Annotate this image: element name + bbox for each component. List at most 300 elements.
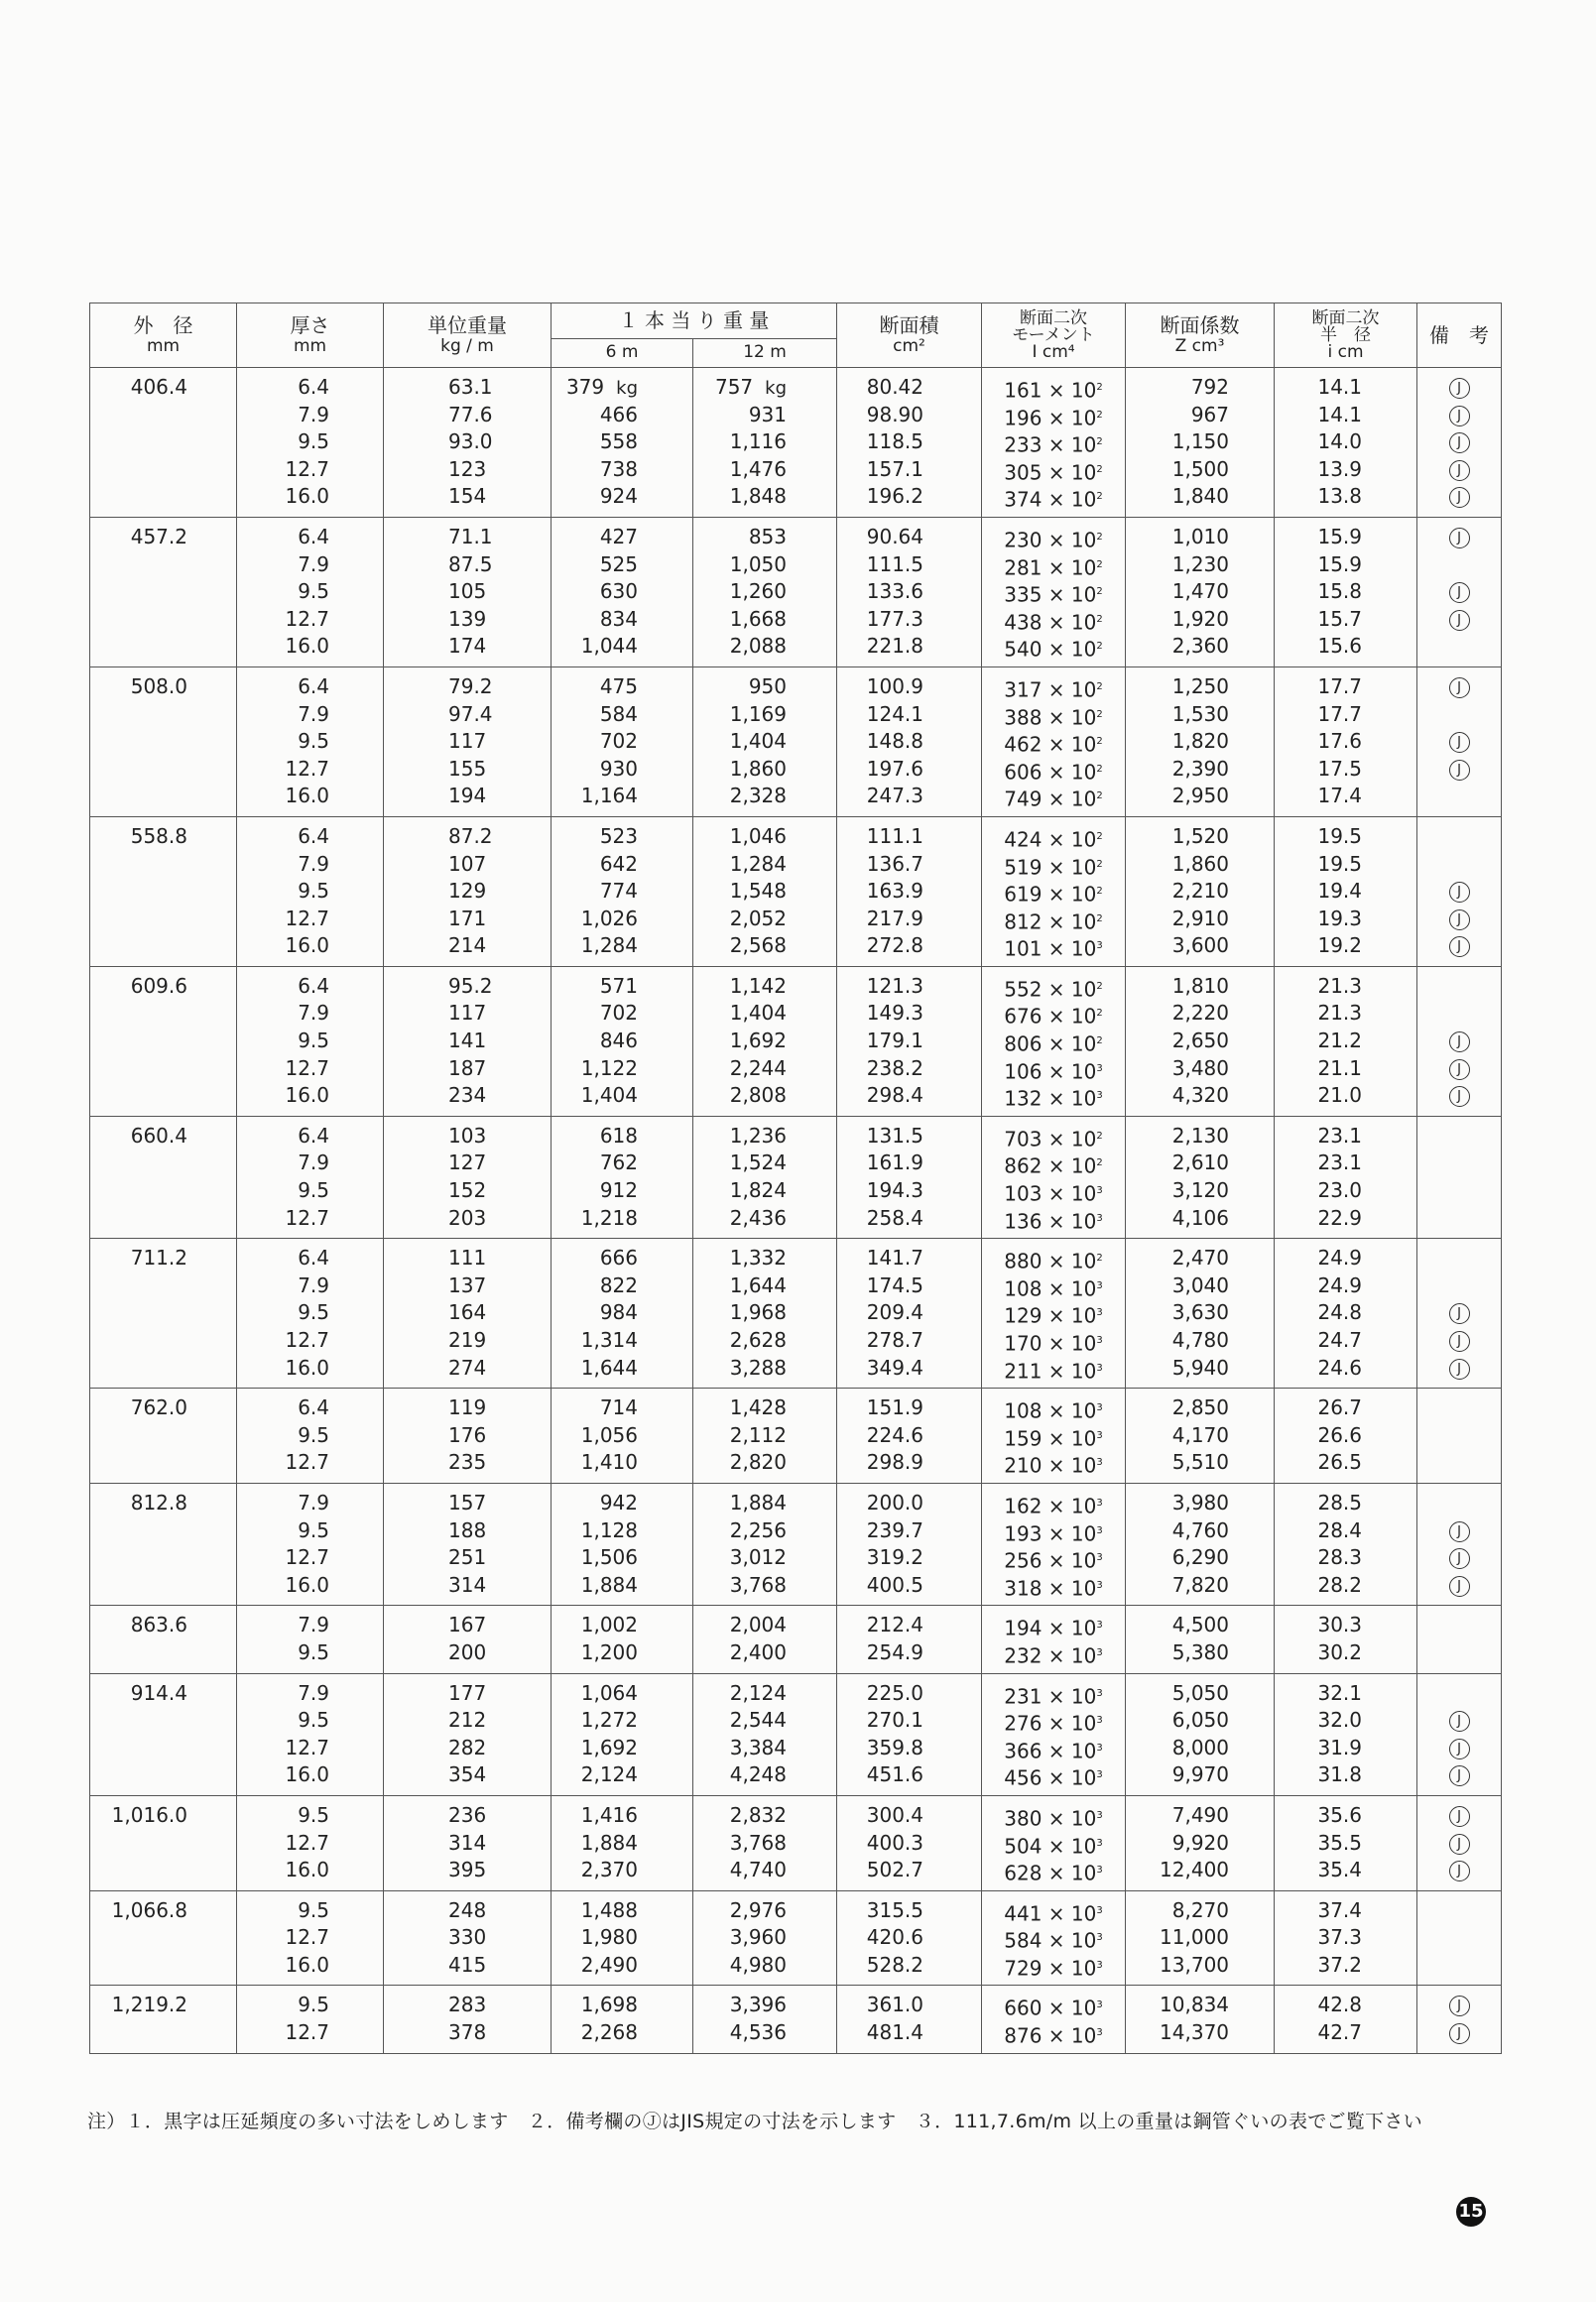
- weight-6m-number: 822: [599, 1272, 638, 1297]
- area-value: 148.8: [866, 729, 924, 754]
- unit-weight-value: 251: [448, 1545, 487, 1570]
- weight-12m-number: 2,808: [729, 1083, 788, 1108]
- area-value: 361.0: [866, 1993, 924, 2017]
- radius-value: 21.0: [1317, 1083, 1363, 1108]
- unit-weight-value: 234: [448, 1083, 487, 1108]
- moment-exponent: 3: [1096, 1837, 1103, 1849]
- weight-6m-number: 2,268: [580, 2020, 638, 2045]
- weight-6m-cell: [552, 1986, 693, 2053]
- moment-value: $108 \times 10^3$: [1004, 1276, 1103, 1301]
- unit-weight-value: 71.1: [448, 524, 493, 548]
- kg-unit-label: kg: [765, 378, 788, 399]
- moment-cell: [982, 1239, 1126, 1389]
- area-value: 149.3: [866, 1001, 924, 1026]
- outer-diameter-cell: [90, 1483, 237, 1605]
- weight-12m-number: 1,968: [729, 1300, 788, 1325]
- weight-6m-number: 630: [599, 579, 638, 604]
- moment-mantissa: 584: [1004, 1928, 1043, 1953]
- weight-12m-value: [693, 783, 836, 810]
- unit-weight-value: 111: [448, 1246, 487, 1271]
- area-value: 80.42: [866, 375, 924, 399]
- outer-diameter-value: 711.2: [130, 1246, 187, 1271]
- remarks-value: [1417, 1272, 1501, 1300]
- weight-6m-number: 846: [599, 1029, 638, 1053]
- moment-exponent: 3: [1096, 1904, 1103, 1916]
- outer-diameter-cell: [90, 1795, 237, 1890]
- outer-diameter-value: 660.4: [130, 1123, 187, 1148]
- radius-value: 17.4: [1317, 784, 1363, 808]
- weight-12m-number: 1,548: [729, 879, 788, 904]
- weight-6m-number: 642: [599, 851, 638, 876]
- moment-value: $281 \times 10^2$: [1004, 555, 1103, 580]
- radius-cell: [1275, 1483, 1417, 1605]
- pipe-group-row: [90, 1986, 1502, 2053]
- weight-12m-number: 1,860: [729, 756, 788, 781]
- weight-6m-cell: [552, 1673, 693, 1795]
- radius-value: 24.7: [1317, 1328, 1363, 1352]
- outer-diameter-cell: [90, 1116, 237, 1238]
- modulus-value: 1,920: [1171, 606, 1230, 631]
- weight-6m-cell: [552, 1606, 693, 1673]
- outer-diameter-value: 812.8: [130, 1490, 187, 1514]
- weight-12m-value: [693, 878, 836, 906]
- jis-mark-icon: J: [1449, 1303, 1470, 1324]
- moment-mantissa: 233: [1004, 432, 1043, 457]
- area-value: 209.4: [866, 1300, 924, 1325]
- moment-value: $519 \times 10^2$: [1004, 855, 1103, 880]
- weight-6m-value: [552, 1857, 692, 1884]
- jis-mark-icon: J: [1449, 909, 1470, 930]
- radius-value: 14.1: [1317, 375, 1363, 399]
- weight-6m-cell: [552, 1239, 693, 1389]
- pipe-group-row: [90, 1673, 1502, 1795]
- jis-mark-icon: J: [1449, 460, 1470, 481]
- weight-12m-cell: [693, 1483, 837, 1605]
- weight-12m-number: 1,476: [729, 456, 788, 481]
- modulus-value: 4,170: [1171, 1422, 1230, 1447]
- weight-12m-number: 1,046: [729, 823, 788, 848]
- moment-mantissa: 232: [1004, 1643, 1043, 1668]
- jis-mark-icon: J: [1449, 732, 1470, 753]
- weight-12m-value: [693, 1992, 836, 2019]
- moment-cell: [982, 1673, 1126, 1795]
- moment-cell: [982, 1606, 1126, 1673]
- thickness-value: 7.9: [298, 851, 329, 876]
- moment-mantissa: 305: [1004, 460, 1043, 485]
- remarks-value: [1417, 783, 1501, 810]
- thickness-value: 7.9: [298, 701, 329, 726]
- unit-weight-value: 167: [448, 1613, 487, 1637]
- moment-exponent: 3: [1096, 1742, 1103, 1754]
- weight-12m-value: [693, 1123, 836, 1151]
- area-value: 225.0: [866, 1680, 924, 1705]
- moment-mantissa: 462: [1004, 732, 1043, 757]
- weight-6m-value: [552, 1612, 692, 1639]
- area-value: 481.4: [866, 2020, 924, 2045]
- weight-6m-number: 1,416: [580, 1802, 638, 1827]
- radius-cell: [1275, 368, 1417, 518]
- unit-weight-value: 139: [448, 606, 487, 631]
- moment-exponent: 2: [1096, 980, 1103, 992]
- thickness-value: 12.7: [285, 456, 329, 481]
- remarks-value: [1417, 851, 1501, 879]
- weight-6m-value: [552, 1299, 692, 1327]
- radius-value: 37.4: [1317, 1897, 1363, 1922]
- unit-weight-value: 187: [448, 1055, 487, 1080]
- radius-cell: [1275, 1116, 1417, 1238]
- weight-6m-number: 1,884: [580, 1830, 638, 1855]
- remarks-value: [1417, 1897, 1501, 1925]
- moment-value: $230 \times 10^2$: [1004, 528, 1103, 552]
- weight-12m-number: 2,820: [729, 1450, 788, 1475]
- thickness-value: 9.5: [298, 1300, 329, 1325]
- radius-value: 24.9: [1317, 1272, 1363, 1297]
- weight-6m-number: 1,980: [580, 1925, 638, 1950]
- weight-6m-value: [552, 1327, 692, 1355]
- radius-value: 15.9: [1317, 524, 1363, 548]
- weight-12m-cell: [693, 1606, 837, 1673]
- weight-6m-cell: [552, 1389, 693, 1484]
- moment-cell: [982, 517, 1126, 666]
- weight-12m-cell: [693, 1986, 837, 2053]
- weight-12m-value: [693, 1272, 836, 1300]
- jis-mark-icon: J: [1449, 1861, 1470, 1881]
- pipe-group-row: [90, 1239, 1502, 1389]
- modulus-value: 1,530: [1171, 701, 1230, 726]
- area-value: 502.7: [866, 1858, 924, 1882]
- area-cell: [837, 368, 982, 518]
- weight-6m-value: [552, 1924, 692, 1952]
- unit-weight-value: 378: [448, 2020, 487, 2045]
- moment-cell: [982, 666, 1126, 816]
- weight-12m-number: 2,544: [729, 1708, 788, 1733]
- weight-6m-value: [552, 1490, 692, 1517]
- unit-weight-value: 171: [448, 906, 487, 930]
- moment-mantissa: 749: [1004, 787, 1043, 811]
- radius-value: 23.0: [1317, 1178, 1363, 1203]
- weight-12m-number: 1,524: [729, 1151, 788, 1175]
- modulus-cell: [1126, 1986, 1275, 2053]
- weight-6m-number: 584: [599, 701, 638, 726]
- radius-value: 28.4: [1317, 1517, 1363, 1542]
- thickness-value: 12.7: [285, 1205, 329, 1230]
- radius-cell: [1275, 1673, 1417, 1795]
- area-value: 217.9: [866, 906, 924, 930]
- modulus-value: 7,820: [1171, 1572, 1230, 1597]
- moment-mantissa: 103: [1004, 1181, 1043, 1206]
- weight-6m-value: [552, 1517, 692, 1545]
- weight-6m-value: [552, 1055, 692, 1083]
- weight-6m-cell: [552, 666, 693, 816]
- outer-diameter-value: 406.4: [130, 375, 187, 399]
- moment-mantissa: 619: [1004, 882, 1043, 907]
- unit-weight-value: 188: [448, 1517, 487, 1542]
- weight-6m-value: [552, 1544, 692, 1572]
- modulus-value: 3,120: [1171, 1178, 1230, 1203]
- jis-mark-icon: J: [1449, 1739, 1470, 1759]
- moment-exponent: 2: [1096, 558, 1103, 570]
- radius-value: 28.2: [1317, 1572, 1363, 1597]
- weight-12m-value: [693, 1735, 836, 1762]
- weight-12m-number: 931: [748, 402, 788, 426]
- modulus-value: 2,610: [1171, 1151, 1230, 1175]
- area-value: 298.4: [866, 1083, 924, 1108]
- outer-diameter-value: 457.2: [130, 524, 187, 548]
- unit-weight-value: 200: [448, 1639, 487, 1664]
- weight-12m-value: [693, 1055, 836, 1083]
- jis-mark-icon: J: [1449, 1711, 1470, 1732]
- modulus-value: 3,480: [1171, 1055, 1230, 1080]
- area-cell: [837, 1483, 982, 1605]
- radius-value: 19.3: [1317, 906, 1363, 930]
- outer-diameter-value: 762.0: [130, 1395, 187, 1420]
- weight-6m-number: 942: [599, 1490, 638, 1514]
- modulus-value: 1,470: [1171, 579, 1230, 604]
- weight-12m-cell: [693, 368, 837, 518]
- radius-value: 15.7: [1317, 606, 1363, 631]
- thickness-value: 6.4: [298, 1246, 329, 1271]
- weight-6m-value: [552, 428, 692, 456]
- moment-exponent: 2: [1096, 436, 1103, 448]
- remarks-value: [1417, 1707, 1501, 1735]
- weight-12m-value: [693, 1544, 836, 1572]
- weight-12m-number: 1,404: [729, 729, 788, 754]
- weight-6m-number: 558: [599, 429, 638, 454]
- area-cell: [837, 1986, 982, 2053]
- modulus-cell: [1126, 1890, 1275, 1986]
- remarks-cell: [1417, 1673, 1502, 1795]
- radius-value: 35.6: [1317, 1802, 1363, 1827]
- thickness-value: 9.5: [298, 429, 329, 454]
- area-value: 420.6: [866, 1925, 924, 1950]
- moment-exponent: 3: [1096, 1687, 1103, 1699]
- moment-value: $366 \times 10^3$: [1004, 1739, 1103, 1763]
- unit-weight-cell: [384, 1986, 552, 2053]
- thickness-value: 16.0: [285, 1572, 329, 1597]
- weight-6m-value: [552, 1082, 692, 1110]
- weight-12m-cell: [693, 1673, 837, 1795]
- jis-mark-icon: J: [1449, 936, 1470, 957]
- thickness-value: 12.7: [285, 1055, 329, 1080]
- area-value: 247.3: [866, 784, 924, 808]
- weight-6m-number: 1,506: [580, 1545, 638, 1570]
- weight-6m-value: [552, 932, 692, 960]
- weight-12m-number: 2,112: [729, 1422, 788, 1447]
- moment-exponent: 2: [1096, 463, 1103, 475]
- weight-12m-number: 2,568: [729, 933, 788, 958]
- area-cell: [837, 517, 982, 666]
- jis-mark-icon: J: [1449, 1059, 1470, 1080]
- moment-exponent: 3: [1096, 1362, 1103, 1374]
- moment-exponent: 3: [1096, 940, 1103, 952]
- weight-6m-value: [552, 1123, 692, 1151]
- unit-weight-value: 93.0: [448, 429, 493, 454]
- weight-6m-number: 714: [599, 1395, 638, 1420]
- thickness-cell: [237, 1986, 384, 2053]
- moment-cell: [982, 816, 1126, 966]
- remarks-cell: [1417, 966, 1502, 1116]
- weight-12m-number: 3,012: [729, 1545, 788, 1570]
- moment-exponent: 3: [1096, 1715, 1103, 1727]
- radius-value: 31.9: [1317, 1735, 1363, 1759]
- area-value: 131.5: [866, 1123, 924, 1148]
- radius-value: 17.6: [1317, 729, 1363, 754]
- weight-6m-cell: [552, 1890, 693, 1986]
- outer-diameter-cell: [90, 1239, 237, 1389]
- weight-12m-value: [693, 1299, 836, 1327]
- remarks-value: [1417, 1680, 1501, 1708]
- thickness-cell: [237, 666, 384, 816]
- remarks-value: [1417, 1802, 1501, 1830]
- remarks-value: [1417, 1830, 1501, 1858]
- moment-value: $812 \times 10^2$: [1004, 909, 1103, 934]
- area-value: 121.3: [866, 973, 924, 998]
- moment-cell: [982, 368, 1126, 518]
- weight-6m-number: 618: [599, 1123, 638, 1148]
- weight-6m-cell: [552, 517, 693, 666]
- radius-value: 24.8: [1317, 1300, 1363, 1325]
- weight-6m-value: [552, 1952, 692, 1980]
- remarks-value: [1417, 1150, 1501, 1177]
- moment-exponent: 2: [1096, 708, 1103, 720]
- moment-mantissa: 552: [1004, 977, 1043, 1002]
- weight-6m-number: 1,122: [580, 1055, 638, 1080]
- weight-6m-number: 1,692: [580, 1735, 638, 1759]
- moment-value: $276 \times 10^3$: [1004, 1711, 1103, 1736]
- remarks-value: [1417, 1572, 1501, 1600]
- modulus-value: 2,210: [1171, 879, 1230, 904]
- moment-mantissa: 729: [1004, 1956, 1043, 1981]
- weight-12m-cell: [693, 1890, 837, 1986]
- moment-mantissa: 380: [1004, 1806, 1043, 1831]
- moment-value: $374 \times 10^2$: [1004, 488, 1103, 513]
- header-radius-of-gyration: 断面二次 半 径 i cm: [1275, 303, 1417, 368]
- unit-weight-cell: [384, 1116, 552, 1238]
- outer-diameter-value: 609.6: [130, 973, 187, 998]
- radius-value: 22.9: [1317, 1205, 1363, 1230]
- weight-12m-value: [693, 1150, 836, 1177]
- area-value: 200.0: [866, 1490, 924, 1514]
- modulus-value: 1,810: [1171, 973, 1230, 998]
- modulus-value: 2,130: [1171, 1123, 1230, 1148]
- thickness-cell: [237, 1483, 384, 1605]
- weight-12m-value: [693, 1490, 836, 1517]
- unit-weight-value: 87.5: [448, 551, 493, 576]
- header-6m: 6 m: [552, 339, 693, 368]
- moment-exponent: 3: [1096, 1865, 1103, 1877]
- remarks-value: [1417, 374, 1501, 402]
- unit-weight-value: 415: [448, 1952, 487, 1977]
- radius-value: 14.1: [1317, 402, 1363, 426]
- moment-value: $318 \times 10^3$: [1004, 1576, 1103, 1601]
- remarks-value: [1417, 1177, 1501, 1205]
- unit-weight-value: 137: [448, 1272, 487, 1297]
- weight-6m-value: [552, 973, 692, 1001]
- weight-6m-number: 2,370: [580, 1858, 638, 1882]
- modulus-value: 1,820: [1171, 729, 1230, 754]
- moment-value: $806 \times 10^2$: [1004, 1031, 1103, 1056]
- weight-12m-value: [693, 906, 836, 933]
- jis-mark-icon: J: [1449, 528, 1470, 548]
- weight-6m-cell: [552, 966, 693, 1116]
- weight-12m-value: [693, 1028, 836, 1055]
- weight-12m-value: [693, 1952, 836, 1980]
- moment-value: $660 \times 10^3$: [1004, 1997, 1103, 2021]
- thickness-value: 7.9: [298, 1272, 329, 1297]
- moment-mantissa: 703: [1004, 1127, 1043, 1151]
- moment-mantissa: 136: [1004, 1209, 1043, 1234]
- remarks-cell: [1417, 368, 1502, 518]
- radius-value: 42.8: [1317, 1993, 1363, 2017]
- thickness-value: 16.0: [285, 1858, 329, 1882]
- weight-12m-value: [693, 1449, 836, 1477]
- weight-6m-value: [552, 578, 692, 606]
- area-value: 100.9: [866, 673, 924, 698]
- radius-cell: [1275, 666, 1417, 816]
- weight-12m-value: [693, 2019, 836, 2047]
- weight-12m-cell: [693, 1795, 837, 1890]
- radius-value: 31.8: [1317, 1762, 1363, 1787]
- header-weight-per-piece: １ 本 当 り 重 量: [552, 303, 837, 339]
- moment-exponent: 3: [1096, 1579, 1103, 1591]
- unit-weight-value: 248: [448, 1897, 487, 1922]
- weight-6m-number: 774: [599, 879, 638, 904]
- moment-exponent: 2: [1096, 1130, 1103, 1142]
- modulus-value: 4,320: [1171, 1083, 1230, 1108]
- modulus-value: 8,270: [1171, 1897, 1230, 1922]
- remarks-value: [1417, 578, 1501, 606]
- weight-6m-number: 1,698: [580, 1993, 638, 2017]
- weight-6m-number: 834: [599, 606, 638, 631]
- modulus-value: 13,700: [1160, 1952, 1230, 1977]
- area-value: 300.4: [866, 1802, 924, 1827]
- weight-12m-number: 4,536: [729, 2020, 788, 2045]
- remarks-value: [1417, 1992, 1501, 2019]
- modulus-cell: [1126, 1795, 1275, 1890]
- moment-cell: [982, 1890, 1126, 1986]
- pipe-specification-table: [89, 303, 1502, 2054]
- moment-mantissa: 281: [1004, 555, 1043, 580]
- thickness-value: 12.7: [285, 1328, 329, 1352]
- weight-6m-number: 525: [599, 551, 638, 576]
- unit-weight-value: 164: [448, 1300, 487, 1325]
- jis-mark-icon: J: [1449, 677, 1470, 698]
- weight-12m-value: [693, 428, 836, 456]
- radius-value: 23.1: [1317, 1151, 1363, 1175]
- weight-6m-cell: [552, 1483, 693, 1605]
- weight-12m-value: [693, 756, 836, 784]
- radius-cell: [1275, 1239, 1417, 1389]
- weight-12m-number: 4,740: [729, 1858, 788, 1882]
- weight-12m-number: 1,668: [729, 606, 788, 631]
- radius-value: 19.4: [1317, 879, 1363, 904]
- moment-value: $132 \times 10^3$: [1004, 1086, 1103, 1111]
- weight-6m-number: 1,056: [580, 1422, 638, 1447]
- modulus-value: 2,390: [1171, 756, 1230, 781]
- area-value: 194.3: [866, 1178, 924, 1203]
- area-value: 278.7: [866, 1328, 924, 1352]
- moment-exponent: 3: [1096, 1457, 1103, 1469]
- unit-weight-cell: [384, 1389, 552, 1484]
- remarks-cell: [1417, 1890, 1502, 1986]
- remarks-cell: [1417, 1389, 1502, 1484]
- weight-12m-value: [693, 1802, 836, 1830]
- weight-6m-number: 379: [565, 375, 605, 399]
- unit-weight-value: 177: [448, 1680, 487, 1705]
- unit-weight-value: 63.1: [448, 375, 493, 399]
- weight-12m-cell: [693, 816, 837, 966]
- radius-value: 21.3: [1317, 1001, 1363, 1026]
